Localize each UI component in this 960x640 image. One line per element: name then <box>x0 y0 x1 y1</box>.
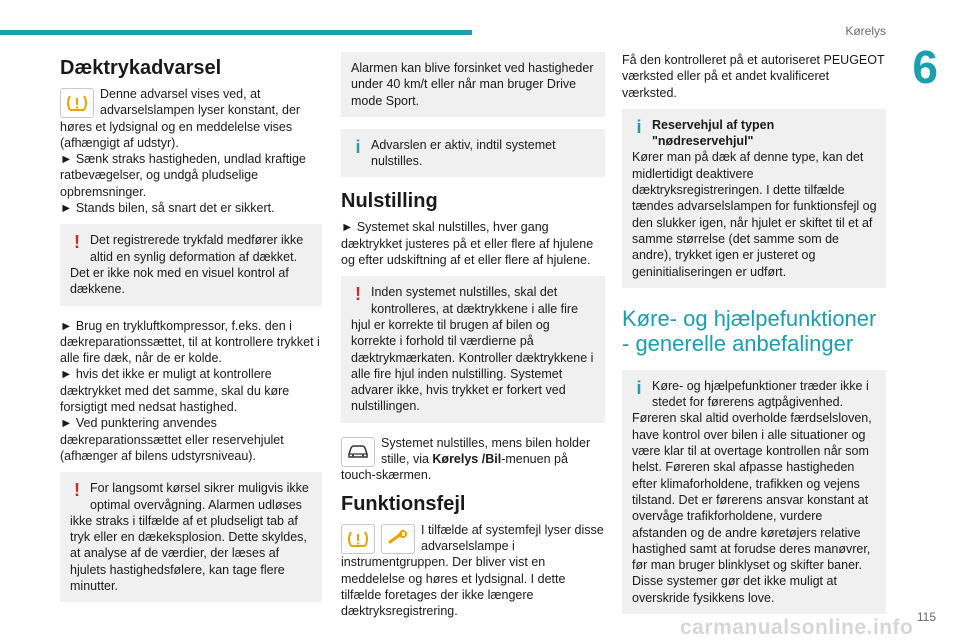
section-heading-fault: Funktionsfejl <box>341 492 466 515</box>
info-box-spare-wheel <box>622 109 886 288</box>
info-body: Kører man på dæk af denne type, kan det midlertidigt deaktivere dæktryksregistreringen. I dette tilfælde tændes advarselslampen for funktionsfejl og den slukker igen, når hjulet er skiftet til et af samme størrelse (det samme som de andre), trykket igen er justeret og geninitialiseringen er udført. <box>632 150 877 279</box>
info-text: Køre- og hjælpefunktioner træder ikke i stedet for førerens agtpågivenhed. Føreren skal altid overholde færdselsloven, have kontrol over bilen i alle situationer og være klar til at overtage kontrollen når som helst. Føreren skal afpasse hastigheden efter klimaforholdene, trafikken og vejens tilstand. Det er førerens ansvar konstant at overvåge trafikforholdene, vurdere afstanden og de andre køretøjers relative hastighed samt at forudse deres manøvrer, før man bruger blinklyset og skifter baner. Disse systemer gør det ikke muligt at overskride fysikkens love. <box>632 378 872 605</box>
column-1 <box>60 52 322 614</box>
column-3 <box>622 52 886 626</box>
warning-text: Det registrerede trykfald medfører ikke altid en synlig deformation af dækket. Det er ikke nok med en visuel kontrol af dækkene. <box>70 233 304 297</box>
exclamation-mark-icon: ! <box>355 284 361 305</box>
watermark: carmanualsonline.info <box>680 616 914 639</box>
tyre-pressure-warning-icon <box>60 88 94 118</box>
tyre-warning-intro <box>60 86 322 151</box>
tyre-pressure-warning-icon <box>341 524 375 554</box>
info-box-active <box>341 129 605 178</box>
section-heading-driving-aids: Køre- og hjælpefunktioner - generelle anbefalinger <box>622 305 877 356</box>
column-2 <box>341 52 605 619</box>
bullet-puncture: ► Ved punktering anvendes dækreparationssættet eller reservehjulet (afhænger af bilens udstyrsniveau). <box>60 416 284 463</box>
exclamation-mark-icon: ! <box>74 480 80 501</box>
section-heading-reset: Nulstilling <box>341 190 438 213</box>
info-text: Advarslen er aktiv, indtil systemet nulstilles. <box>371 137 556 169</box>
car-menu-icon <box>341 437 375 467</box>
note-box-delay <box>341 52 605 117</box>
exclamation-mark-icon: ! <box>74 232 80 253</box>
info-mark-icon: i <box>636 377 642 398</box>
info-title: Reservehjul af typen "nødreservehjul" <box>652 117 775 149</box>
warning-box-deformation <box>60 224 322 305</box>
section-heading-tyre-warning: Dæktrykadvarsel <box>60 57 222 79</box>
warning-text: For langsomt kørsel sikrer muligvis ikke optimal overvågning. Alarmen udløses ikke straks i tilfælde af et pludseligt tab af tryk eller en dækeksplosion. Dette skyldes, at analyse af de værdier, der læses af hjulets hastighedsfølere, kan tage flere minutter. <box>70 481 309 594</box>
header-accent-bar <box>0 30 472 35</box>
bullet-drive-carefully: ► hvis det ikke er muligt at kontrollere dæktrykket med det samme, skal du køre forsigtigt med nedsat hastighed. <box>60 367 290 415</box>
info-box-driving-aids <box>622 370 886 614</box>
chapter-number: 6 <box>912 41 938 93</box>
running-header-title: Kørelys <box>845 24 886 38</box>
warning-box-reset <box>341 276 605 422</box>
warning-box-slow-driving <box>60 472 322 602</box>
intro-text: Denne advarsel vises ved, at advarselslampen lyser konstant, der høres et lydsignal og en meddelelse vises (afhængigt af udstyr). <box>60 87 301 150</box>
page-number: 115 <box>916 610 936 624</box>
fault-description <box>341 522 605 620</box>
bullet-compressor: ► Brug en trykluftkompressor, f.eks. den i dækreparationssættet, til at kontrollere trykket i alle fire dæk, når de er kolde. <box>60 318 320 366</box>
service-wrench-icon <box>381 524 415 554</box>
warning-text: Inden systemet nulstilles, skal det kontrolleres, at dæktrykkene i alle fire hjul er korrekte til brugen af bilen og korrekte i forhold til værdierne på dæktrykmærkaten. Kontroller dæktrykkene i alle fire hjul inden nulstilling. Systemet advarer ikke, hvis trykket er forkert ved nulstillingen. <box>351 285 594 414</box>
note-text: Alarmen kan blive forsinket ved hastigheder under 40 km/t eller når man bruger Drive mode Sport. <box>351 61 594 108</box>
info-mark-icon: i <box>355 136 361 157</box>
reset-via-text: Systemet nulstilles, mens bilen holder stille, via Kørelys /Bil-menuen på touch-skærmen. <box>341 435 591 483</box>
info-mark-icon: i <box>636 116 642 137</box>
reset-via-menu <box>341 435 605 484</box>
bullet-stop: ► Stands bilen, så snart det er sikkert. <box>60 201 275 216</box>
fault-text: I tilfælde af systemfejl lyser disse advarselslampe i instrumentgruppen. Der bliver vist en meddelelse og høres et lydsignal. I dette tilfælde foretages der ikke længere dæktryksregistrering. <box>341 522 604 619</box>
bullet-slow-down: ► Sænk straks hastigheden, undlad kraftige ratbevægelser, og undgå pludselige opbremsninger. <box>60 152 306 199</box>
menu-name: Kørelys /Bil <box>432 452 502 467</box>
workshop-text: Få den kontrolleret på et autoriseret PEUGEOT værksted eller på et andet kvalificeret værksted. <box>622 53 885 100</box>
reset-bullet: ► Systemet skal nulstilles, hver gang dæktrykket justeres på et eller flere af hjulene og efter udskiftning af et eller flere af hjulene. <box>341 220 594 268</box>
